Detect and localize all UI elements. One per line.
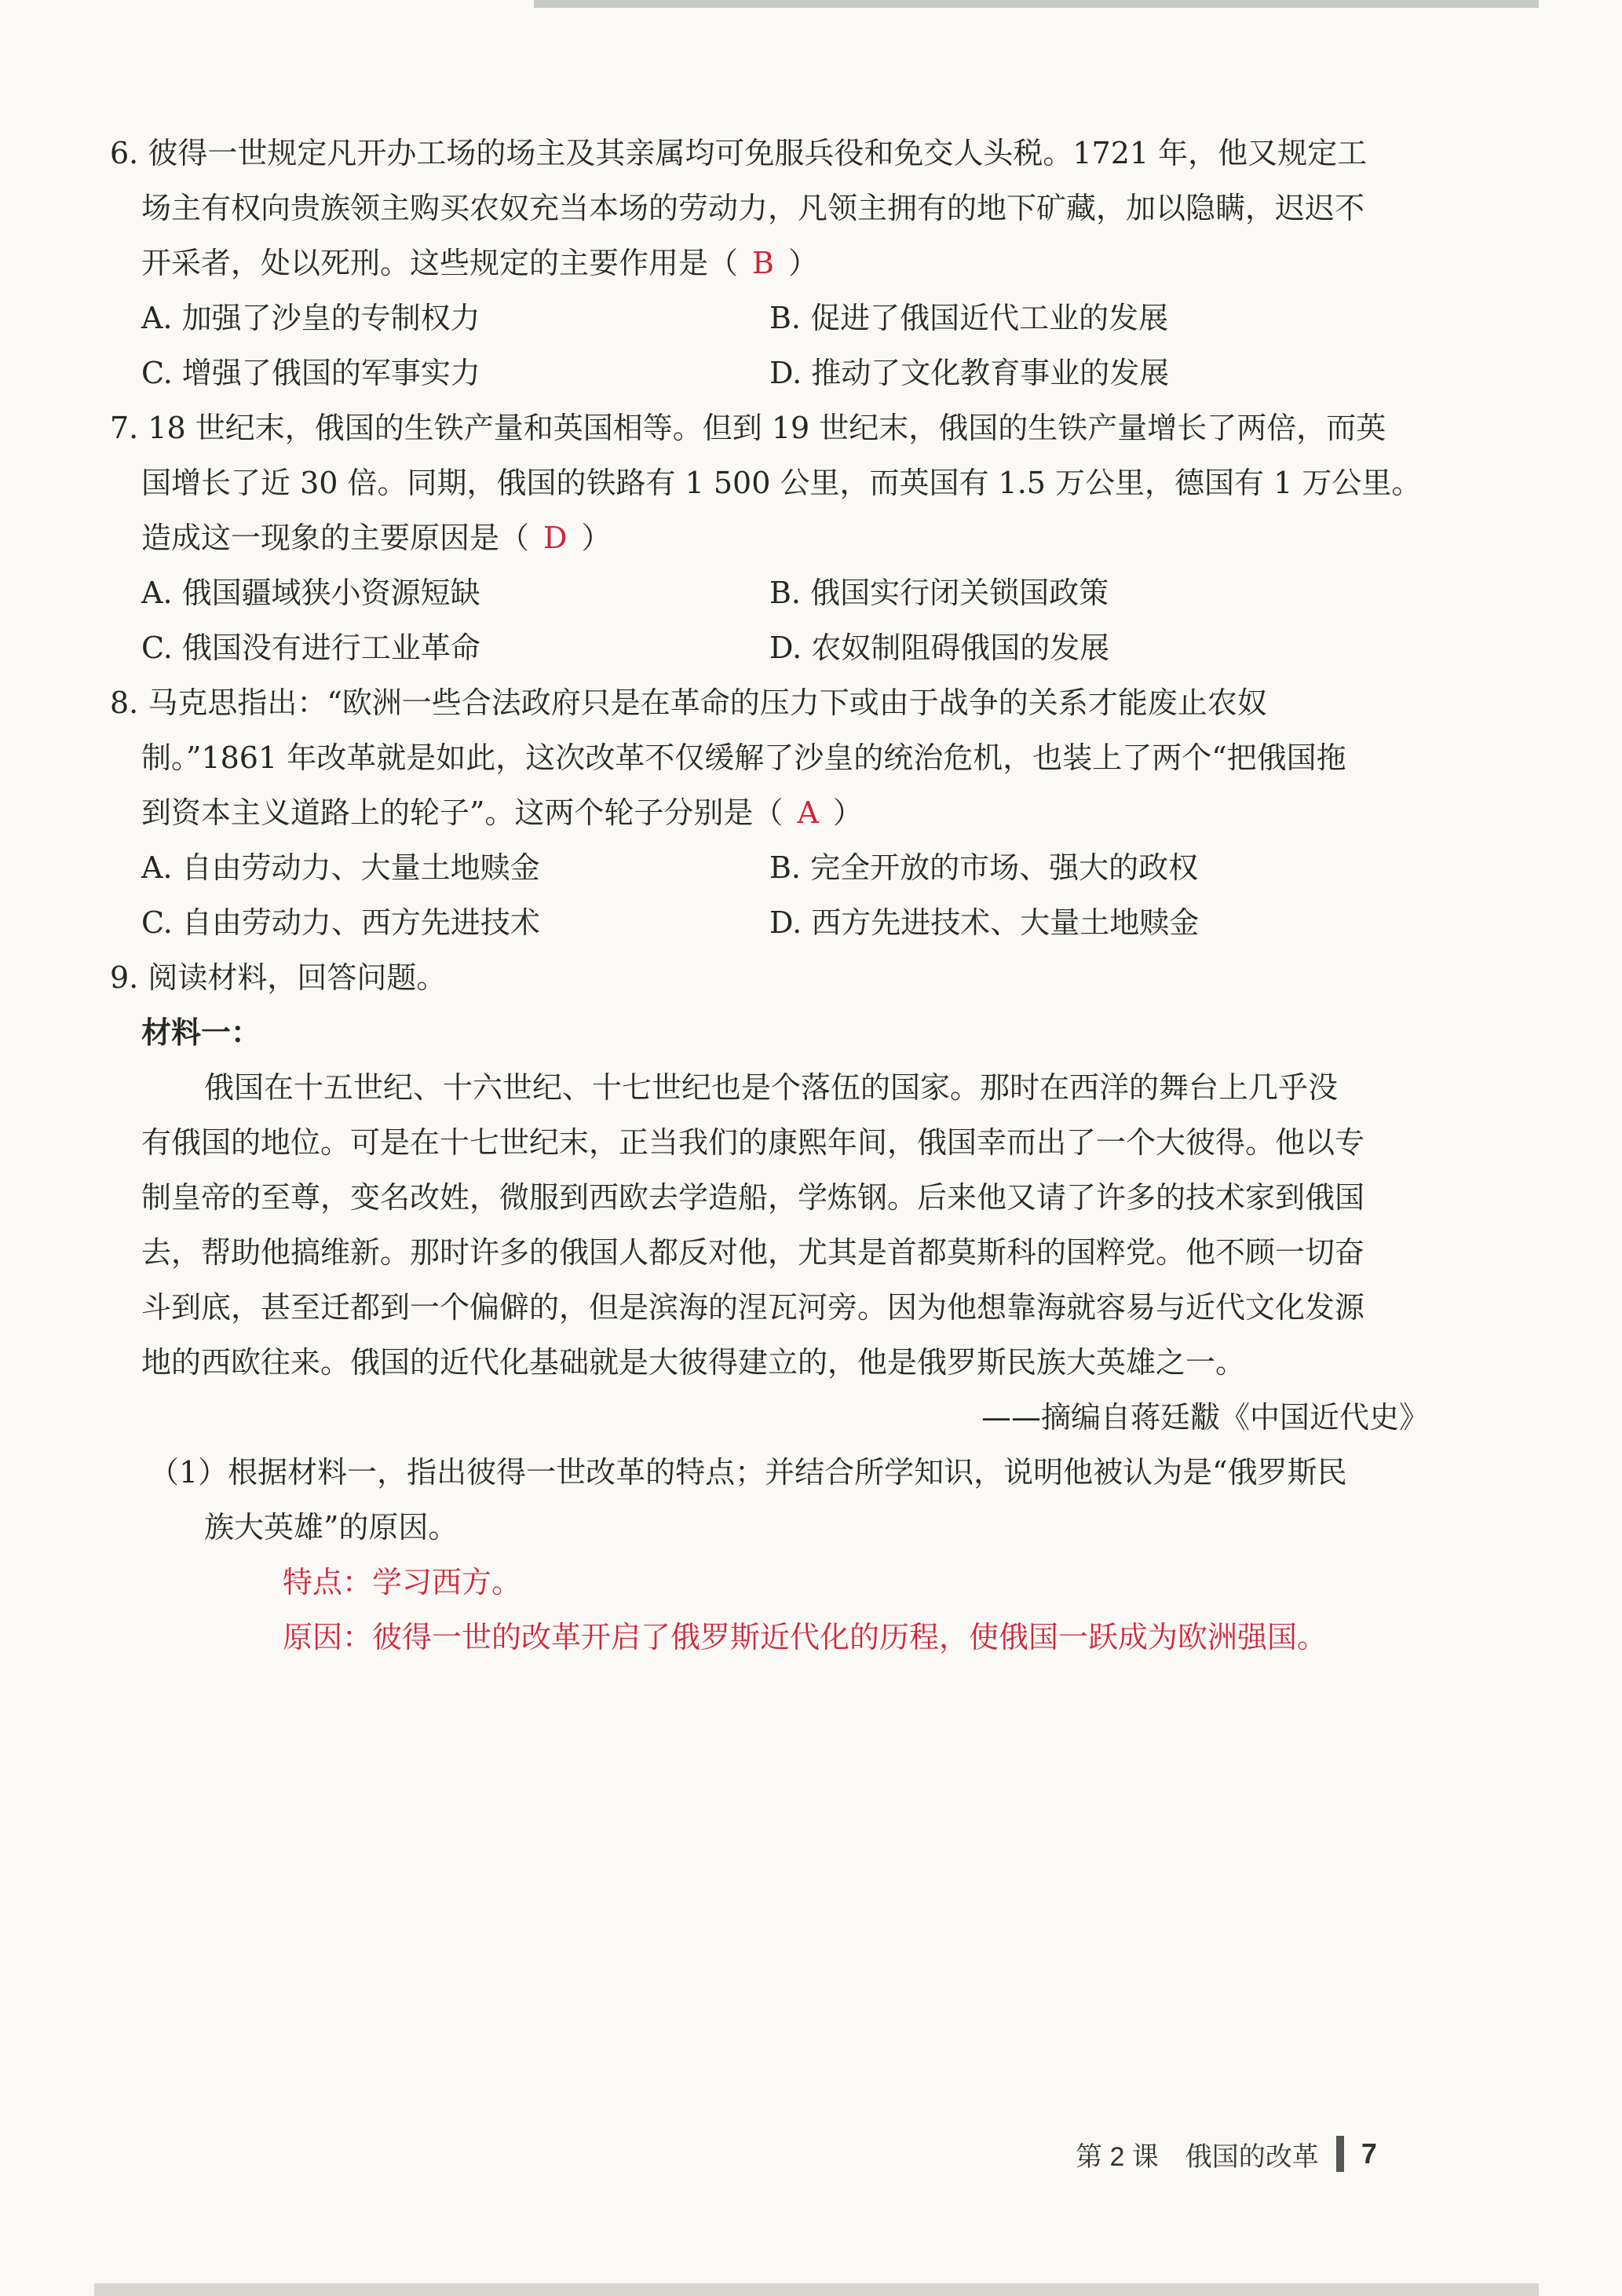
material-title: 材料一： bbox=[141, 1015, 261, 1050]
footer-divider-bar bbox=[1336, 2136, 1344, 2172]
sub-question-1-line-1: （1）根据材料一，指出彼得一世改革的特点；并结合所学知识，说明他被认为是“俄罗斯民 bbox=[149, 1455, 1347, 1490]
answer-reason: 原因：彼得一世的改革开启了俄罗斯近代化的历程，使俄国一跃成为欧洲强国。 bbox=[283, 1620, 1328, 1654]
question-9-heading: 9. 阅读材料，回答问题。 bbox=[110, 960, 447, 995]
material-line-4: 去，帮助他搞维新。那时许多的俄国人都反对他，尤其是首都莫斯科的国粹党。他不顾一切奋 bbox=[141, 1235, 1365, 1270]
scan-edge-top bbox=[534, 0, 1539, 8]
question-8-line-3 bbox=[110, 785, 1429, 840]
question-7-line-3 bbox=[110, 510, 1429, 565]
question-6-line-1: 6. 彼得一世规定凡开办工场的场主及其亲属均可免服兵役和免交人头税。1721 年，他又规定工 bbox=[110, 136, 1368, 170]
question-7-options-row-2 bbox=[110, 620, 1429, 675]
question-8-option-a: A. 自由劳动力、大量土地赎金 bbox=[141, 850, 540, 885]
question-6-options-row-2 bbox=[110, 345, 1429, 400]
question-7 bbox=[110, 400, 1429, 675]
sub-question-1-line-2: 族大英雄”的原因。 bbox=[204, 1510, 458, 1545]
material-text bbox=[110, 1060, 1429, 1445]
page-number: 7 bbox=[1361, 2137, 1377, 2170]
question-8 bbox=[110, 675, 1429, 950]
question-6-line-2: 场主有权向贵族领主购买农奴充当本场的劳动力，凡领主拥有的地下矿藏，加以隐瞒，迟迟不 bbox=[141, 191, 1365, 225]
question-8-option-d: D. 西方先进技术、大量土地赎金 bbox=[769, 905, 1200, 940]
question-7-option-c: C. 俄国没有进行工业革命 bbox=[141, 631, 480, 665]
material-line-1: 俄国在十五世纪、十六世纪、十七世纪也是个落伍的国家。那时在西洋的舞台上几乎没 bbox=[204, 1070, 1339, 1105]
question-6-answer: B bbox=[752, 246, 774, 280]
material-line-3: 制皇帝的至尊，变名改姓，微服到西欧去学造船，学炼钢。后来他又请了许多的技术家到俄国 bbox=[141, 1180, 1365, 1215]
question-8-line-1: 8. 马克思指出：“欧洲一些合法政府只是在革命的压力下或由于战争的关系才能废止农奴 bbox=[110, 686, 1267, 720]
content bbox=[110, 126, 1429, 1665]
question-6-options-row-1 bbox=[110, 291, 1429, 345]
question-6-paren-close: ） bbox=[787, 246, 818, 280]
question-8-options-row-1 bbox=[110, 840, 1429, 895]
scan-edge-bottom bbox=[94, 2283, 1539, 2296]
question-6-stem-end: 开采者，处以死刑。这些规定的主要作用是（ bbox=[141, 246, 739, 280]
question-6-line-3 bbox=[110, 236, 1429, 291]
material-source: ——摘编自蒋廷黻《中国近代史》 bbox=[981, 1400, 1429, 1435]
question-8-stem-end: 到资本主义道路上的轮子”。这两个轮子分别是（ bbox=[141, 795, 784, 830]
question-7-option-b: B. 俄国实行闭关锁国政策 bbox=[769, 576, 1109, 610]
question-9 bbox=[110, 950, 1429, 1665]
material-line-2: 有俄国的地位。可是在十七世纪末，正当我们的康熙年间，俄国幸而出了一个大彼得。他以专 bbox=[141, 1125, 1365, 1160]
question-7-paren-close: ） bbox=[581, 521, 612, 555]
question-6-option-c: C. 增强了俄国的军事实力 bbox=[141, 356, 480, 390]
question-7-option-d: D. 农奴制阻碍俄国的发展 bbox=[769, 631, 1110, 665]
question-8-option-c: C. 自由劳动力、西方先进技术 bbox=[141, 905, 540, 940]
lesson-title: 第 2 课 俄国的改革 bbox=[1076, 2141, 1319, 2172]
question-8-option-b: B. 完全开放的市场、强大的政权 bbox=[769, 850, 1199, 885]
question-8-paren-close: ） bbox=[832, 795, 863, 830]
question-7-options-row-1 bbox=[110, 565, 1429, 620]
material-line-5: 斗到底，甚至迁都到一个偏僻的，但是滨海的涅瓦河旁。因为他想靠海就容易与近代文化发源 bbox=[141, 1290, 1365, 1325]
question-6-option-d: D. 推动了文化教育事业的发展 bbox=[769, 356, 1170, 390]
question-6-option-b: B. 促进了俄国近代工业的发展 bbox=[769, 301, 1169, 335]
question-7-stem-end: 造成这一现象的主要原因是（ bbox=[141, 521, 530, 555]
question-7-line-1: 7. 18 世纪末，俄国的生铁产量和英国相等。但到 19 世纪末，俄国的生铁产量增长了两倍，而英 bbox=[110, 411, 1386, 445]
question-7-line-2: 国增长了近 30 倍。同期，俄国的铁路有 1 500 公里，而英国有 1.5 万公里，德国有 1 万公里。 bbox=[141, 466, 1422, 500]
question-8-answer: A bbox=[797, 795, 819, 830]
page-footer bbox=[1076, 2134, 1405, 2174]
answer-feature: 特点：学习西方。 bbox=[283, 1565, 522, 1600]
question-7-option-a: A. 俄国疆域狭小资源短缺 bbox=[141, 576, 480, 610]
question-8-line-2: 制。”1861 年改革就是如此，这次改革不仅缓解了沙皇的统治危机，也装上了两个“把俄国拖 bbox=[141, 740, 1346, 775]
material-line-6: 地的西欧往来。俄国的近代化基础就是大彼得建立的，他是俄罗斯民族大英雄之一。 bbox=[141, 1345, 1246, 1380]
question-7-answer: D bbox=[543, 521, 568, 555]
question-6 bbox=[110, 126, 1429, 400]
question-8-options-row-2 bbox=[110, 895, 1429, 950]
question-6-option-a: A. 加强了沙皇的专制权力 bbox=[141, 301, 480, 335]
